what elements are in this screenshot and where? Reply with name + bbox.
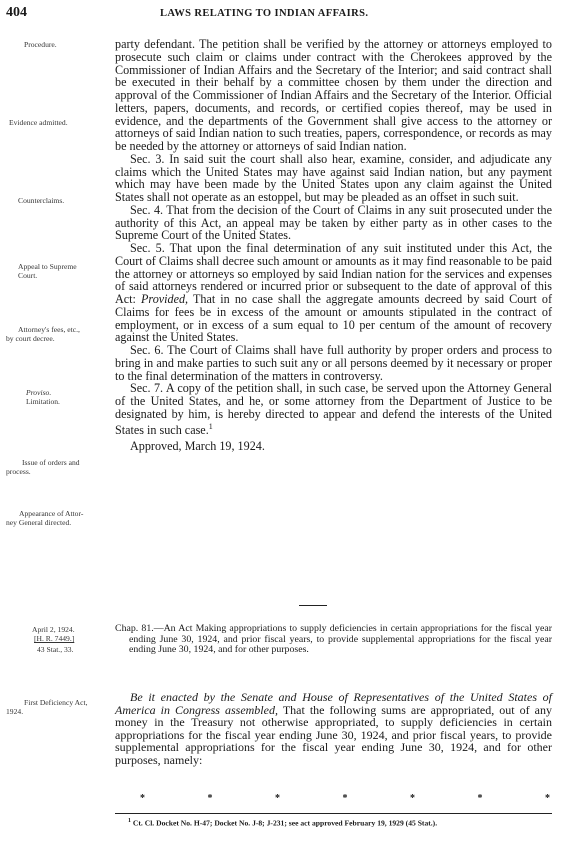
margin-note-appearance-line1: Appearance of Attor- — [19, 509, 84, 518]
enacting-clause-block — [115, 691, 552, 766]
star: * — [410, 793, 415, 804]
section-3: Sec. 3. In said suit the court shall also hear, examine, consider, and adjudicate any claims which the United States may have against said Indian nation, but any payment which may have been made by the United States upon any claim against the United States shall not operate as an estoppel, but may be pleaded as an offset in such suit. — [115, 151, 552, 204]
footnote-text: Ct. Cl. Docket No. H-47; Docket No. J-8; J-231; see act approved February 19, 1929 (45 Stat.). — [132, 818, 438, 828]
margin-note-first-deficiency-line2: 1924. — [6, 706, 24, 716]
margin-note-issue-line1: Issue of orders and — [22, 458, 80, 467]
star: * — [275, 793, 280, 804]
section-divider — [299, 605, 327, 606]
margin-note-appeal — [18, 263, 77, 280]
paragraph-continuation: party defendant. The petition shall be verified by the attorney or attorneys employed to prosecute such claim or claims under contract with the Cherokees approved by the Commissioner of Indian Affairs and the Secretary of the Interior; and said contract shall be executed in their behalf by a committee chosen by them under the direction and approval of the Commissioner of Indian Affairs and the Secretary of the Interior. Official letters, papers, documents, and records, or certified copies thereof, may be used in evidence, and the departments of the Government shall give access to the attorney or attorneys of said Indian nation to such treaties, papers, correspondence, or records as may be needed by the attorney or attorneys of said Indian nation. — [115, 37, 552, 153]
star: * — [342, 793, 348, 804]
margin-note-fees-line2: by court decree. — [6, 333, 55, 343]
section-6: Sec. 6. The Court of Claims shall have full authority by proper orders and process to bring in and make parties to such suit any or all persons deemed by it necessary or proper to the final determination of the matters in controversy. — [115, 343, 552, 383]
margin-note-proviso: Proviso. — [26, 388, 52, 397]
approved-line: Approved, March 19, 1924. — [130, 439, 265, 454]
margin-note-fees-line1: Attorney's fees, etc., — [18, 325, 80, 334]
margin-note-date: April 2, 1924. — [32, 625, 75, 634]
star: * — [207, 793, 213, 804]
margin-note-issue-line2: process. — [6, 466, 31, 476]
margin-note-first-deficiency-line1: First Deficiency Act, — [24, 698, 88, 707]
footnote-divider — [115, 813, 552, 814]
margin-note-appeal-line2: Court. — [18, 270, 38, 280]
section-5 — [115, 242, 552, 344]
section-7-text: Sec. 7. A copy of the petition shall, in such case, be served upon the Attorney General of the United States, and he, or some attorney from the Department of Justice to be designated by him, is hereby directed to appear and defend the interests of the United States in such case. — [115, 381, 552, 437]
margin-note-first-deficiency — [6, 698, 88, 716]
margin-note-appeal-line1: Appeal to Supreme — [18, 262, 77, 271]
margin-note-appearance-line2: ney General directed. — [6, 517, 72, 527]
margin-note-stat: 43 Stat., 33. — [37, 645, 74, 654]
margin-note-appearance — [6, 509, 84, 527]
margin-note-evidence: Evidence admitted. — [9, 118, 68, 127]
page-number: 404 — [6, 5, 27, 20]
margin-note-bill: [H. R. 7449.] — [34, 634, 75, 643]
margin-note-limitation: Limitation. — [26, 397, 60, 406]
section-4: Sec. 4. That from the decision of the Court of Claims in any suit prosecuted under the authority of this Act, an appeal may be taken by either party as in other cases to the Supreme Court of the United States. — [115, 202, 552, 243]
chapter-heading: Chap. 81.—An Act Making appropriations to supply deficiencies in certain appropriations for the fiscal year ending June 30, 1924, and prior fiscal years, to provide supplemental appropriations for the fiscal year ending June 30, 1924, and for other purposes. — [115, 623, 552, 656]
margin-note-procedure: Procedure. — [24, 40, 57, 49]
enacting-clause — [115, 691, 552, 766]
margin-note-issue — [6, 458, 80, 476]
section-5-provided: Provided, — [141, 292, 189, 306]
footnote — [128, 818, 437, 828]
enacting-clause-italic: Be it enacted by the Senate and House of Representatives of the United States of America in Congress assembled, — [115, 690, 552, 717]
star: * — [545, 793, 550, 804]
section-5-part-a: Sec. 5. That upon the final determination of any suit instituted under this Act, the Court of Claims shall decree such amount or amounts as it may find reasonable to be paid the attorney or attorneys so employed by said Indian nation for the services and expenses of said attorneys rendered or incurred prior or subsequent to the date of approval of this Act: — [115, 241, 552, 306]
footnote-reference: 1 — [208, 421, 213, 431]
footnote-mark: 1 — [128, 818, 131, 824]
section-7 — [115, 382, 552, 436]
margin-note-counterclaims: Counterclaims. — [18, 196, 65, 205]
star: * — [140, 793, 145, 804]
enacting-clause-rest: That the following sums are appropriated, out of any money in the Treasury not otherwise appropriated, to supply deficiencies in certain appropriations for the fiscal year ending June 30, 1924, and prior fiscal years, to provide supplemental appropriations for the fiscal year ending June 30, 1924, and for other purposes, namely: — [115, 702, 553, 767]
star: * — [477, 793, 483, 804]
section-5-part-b: That in no case shall the aggregate amounts decreed by said Court of Claims for fees be in excess of the amount or amounts stipulated in the contract of employment, or in excess of a sum equal to 10 per centum of the amount of recovery against the United States. — [115, 292, 552, 345]
running-head: LAWS RELATING TO INDIAN AFFAIRS. — [160, 8, 369, 19]
body-text — [115, 38, 552, 453]
omission-stars — [140, 793, 550, 804]
margin-note-fees — [6, 325, 80, 343]
chapter-heading-block — [115, 624, 552, 656]
